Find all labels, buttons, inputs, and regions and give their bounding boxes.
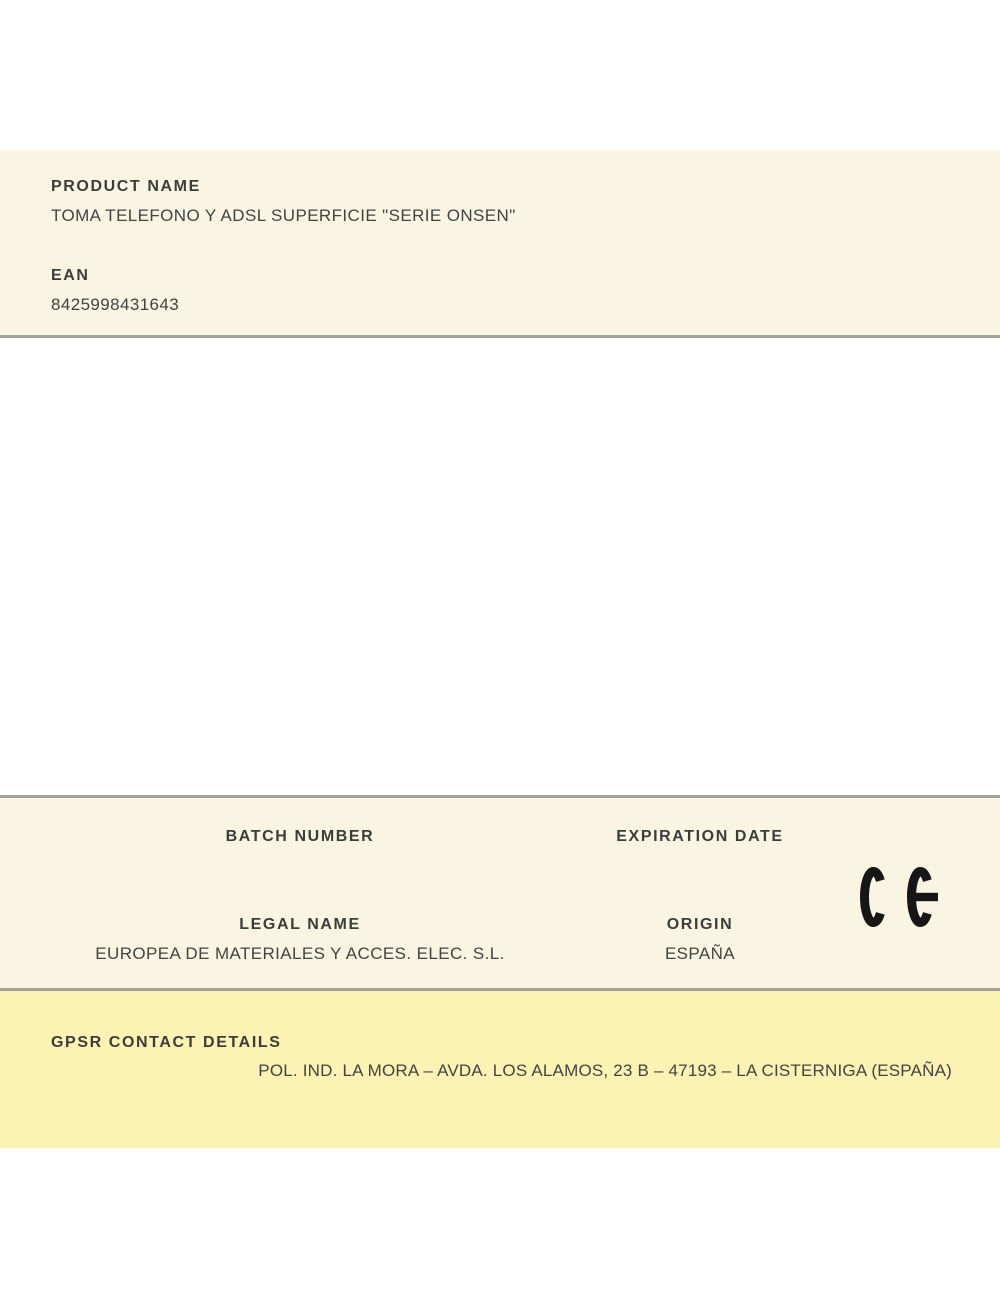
origin-value: ESPAÑA (664, 944, 736, 963)
gpsr-contact-address: POL. IND. LA MORA – AVDA. LOS ALAMOS, 23 B – 47193 – LA CISTERNIGA (ESPAÑA) (258, 1061, 952, 1080)
legal-name-value: EUROPEA DE MATERIALES Y ACCES. ELEC. S.L. (95, 944, 505, 963)
ean-label: EAN (51, 267, 90, 284)
batch-legal-panel (0, 795, 1000, 991)
gpsr-contact-label: GPSR CONTACT DETAILS (51, 1034, 282, 1051)
gpsr-contact-panel (0, 991, 1000, 1148)
legal-name-label: LEGAL NAME (239, 916, 361, 933)
batch-number-label: BATCH NUMBER (225, 828, 375, 845)
product-info-panel (0, 150, 1000, 338)
ce-marking-icon (860, 867, 938, 927)
origin-label: ORIGIN (666, 916, 734, 933)
expiration-date-label: EXPIRATION DATE (616, 828, 784, 845)
product-name-label: PRODUCT NAME (51, 178, 201, 195)
product-name-value: TOMA TELEFONO Y ADSL SUPERFICIE "SERIE ONSEN" (51, 206, 516, 225)
ean-value: 8425998431643 (51, 295, 180, 314)
